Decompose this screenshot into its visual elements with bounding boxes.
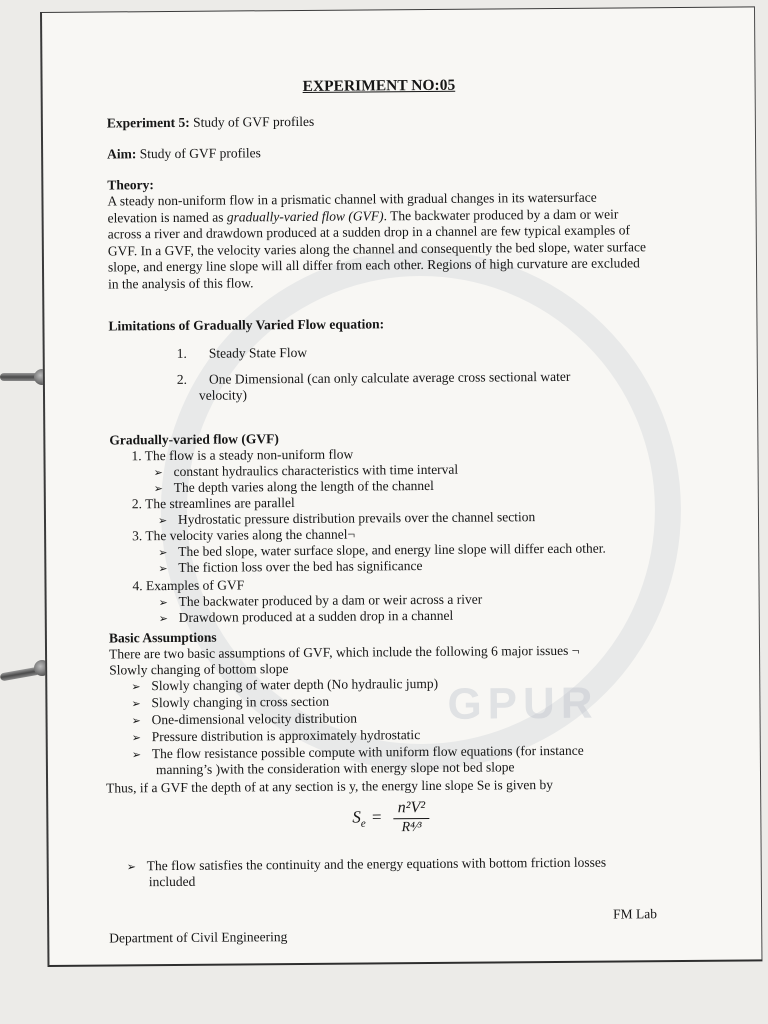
experiment-line [107, 114, 314, 132]
bullet-arrow-icon: ➢ [131, 681, 141, 694]
page-title: EXPERIMENT NO:05 [302, 76, 456, 95]
footer-lab: FM Lab [613, 906, 658, 922]
limitation-item-2: 2. One Dimensional (can only calculate average cross sectional water [176, 368, 571, 387]
formula-numerator: n²V² [394, 800, 430, 819]
theory-paragraph: A steady non-uniform flow in a prismatic channel with gradual changes in its watersurface elevation is named as gradually-varied flow (GVF). The backwater produced by a dam or weir across a river and drawdown produced at a sudden drop in a channel are few typical examples of GVF. In a GVF, the velocity varies along the channel and consequently the bed slope, water surface slope, and energy line slope will all differ from each other. Regions of high curvature are excluded in the analysis of this flow. [107, 189, 646, 291]
bullet-arrow-icon: ➢ [158, 597, 168, 610]
bullet-arrow-icon: ➢ [131, 732, 141, 745]
final-bullet: ➢ The flow satisfies the continuity and the energy equations with bottom friction losses [127, 855, 607, 876]
experiment-text: Study of GVF profiles [189, 113, 315, 130]
limitation-item-1: 1. Steady State Flow [176, 344, 308, 361]
assumptions-heading: Basic Assumptions [108, 629, 217, 646]
assumption-item-5-cont: manning’s )with the consideration with energy slope not bed slope [155, 759, 515, 778]
assumption-item-3: ➢ One-dimensional velocity distribution [132, 711, 358, 730]
gvf-item-2-sub-1: ➢ Hydrostatic pressure distribution prevails over the channel section [158, 509, 535, 529]
limitation-item-2-cont: velocity) [198, 387, 248, 403]
gvf-item-2: 2. The streamlines are parallel [131, 495, 295, 512]
limitations-heading: Limitations of Gradually Varied Flow equation: [108, 316, 385, 334]
gvf-item-3-sub-2: ➢ The fiction loss over the bed has significance [158, 558, 422, 578]
aim-label: Aim: [107, 146, 137, 162]
gvf-heading: Gradually-varied flow (GVF) [109, 431, 279, 448]
theory-emphasis: gradually-varied flow (GVF) [226, 207, 384, 225]
formula-fraction [394, 800, 430, 836]
assumption-item-1: ➢ Slowly changing of water depth (No hydraulic jump) [131, 676, 438, 696]
gvf-item-4-sub-2: ➢ Drawdown produced at a sudden drop in a channel [159, 608, 454, 628]
assumptions-intro-2: Slowly changing of bottom slope [109, 661, 289, 678]
experiment-label: Experiment 5: [106, 114, 190, 131]
assumption-item-4: ➢ Pressure distribution is approximately hydrostatic [132, 727, 421, 747]
formula-lhs: S [352, 807, 361, 827]
bullet-arrow-icon: ➢ [158, 613, 169, 626]
bullet-arrow-icon: ➢ [157, 515, 168, 528]
bullet-arrow-icon: ➢ [153, 467, 163, 480]
bullet-arrow-icon: ➢ [131, 698, 141, 711]
gvf-item-3-sub-1: ➢ The bed slope, water surface slope, and energy line slope will differ each other. [158, 541, 606, 562]
theory-heading: Theory: [107, 177, 154, 193]
bullet-arrow-icon: ➢ [131, 715, 141, 728]
assumptions-intro: There are two basic assumptions of GVF, which include the following 6 major issues ¬ [108, 642, 580, 662]
formula-equals: = [371, 807, 382, 827]
gvf-item-3: 3. The velocity varies along the channel¬ [132, 526, 356, 544]
watermark-lettering: GPUR [447, 678, 599, 729]
energy-slope-sentence: Thus, if a GVF the depth of at any section is y, the energy line slope Se is given by [106, 776, 554, 796]
bullet-arrow-icon: ➢ [153, 483, 164, 496]
gvf-item-4-sub-1: ➢ The backwater produced by a dam or weir across a river [159, 592, 483, 612]
assumption-item-5: ➢ The flow resistance possible compute with uniform flow equations (for instance [132, 743, 584, 764]
bullet-arrow-icon: ➢ [131, 749, 142, 762]
gvf-item-1: 1. The flow is a steady non-uniform flow [131, 446, 354, 464]
aim-line [107, 145, 261, 163]
gvf-item-1-sub-2: ➢ The depth varies along the length of the channel [154, 478, 434, 498]
formula-denominator: R⁴⁄³ [401, 819, 422, 835]
aim-text: Study of GVF profiles [136, 145, 261, 162]
energy-slope-formula [352, 800, 429, 837]
formula-subscript: e [360, 817, 366, 830]
footer-department: Department of Civil Engineering [109, 929, 288, 946]
assumption-item-2: ➢ Slowly changing in cross section [131, 694, 329, 713]
bullet-arrow-icon: ➢ [158, 547, 168, 560]
document-page [40, 6, 762, 967]
bullet-arrow-icon: ➢ [126, 861, 136, 874]
final-bullet-cont: included [148, 873, 196, 890]
bullet-arrow-icon: ➢ [158, 563, 168, 576]
gvf-item-1-sub-1: ➢ constant hydraulics characteristics with time interval [154, 462, 459, 482]
gvf-item-4: 4. Examples of GVF [132, 577, 245, 594]
